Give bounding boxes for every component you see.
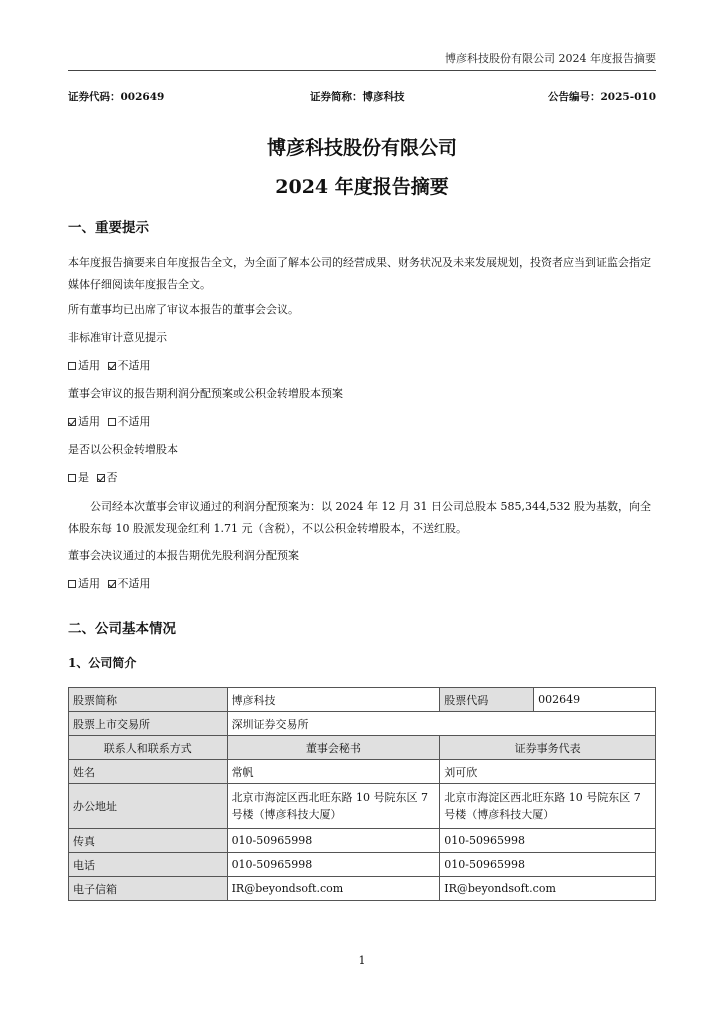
- table-cell-label: 姓名: [69, 760, 228, 784]
- table-cell-label: 办公地址: [69, 784, 228, 829]
- section-heading-company-info: 二、公司基本情况: [68, 621, 176, 637]
- table-cell: 010-50965998: [227, 829, 440, 853]
- option-label: 否: [106, 471, 118, 484]
- stock-abbreviation: 证券简称：博彦科技: [310, 91, 405, 103]
- table-cell: IR@beyondsoft.com: [227, 877, 440, 901]
- option-row-audit: [68, 355, 656, 377]
- table-row: [69, 712, 656, 736]
- option-label: 适用: [78, 415, 100, 428]
- option-row-profit: [68, 411, 656, 433]
- paragraph-profit-plan: 董事会审议的报告期利润分配预案或公积金转增股本预案: [68, 387, 343, 400]
- table-cell: 010-50965998: [440, 853, 656, 877]
- table-cell-label: 股票上市交易所: [69, 712, 228, 736]
- option-label: 适用: [78, 359, 100, 372]
- table-cell: 刘可欣: [440, 760, 656, 784]
- checkbox-applicable-checked: [68, 418, 76, 426]
- table-row: [69, 760, 656, 784]
- table-cell-label: 电话: [69, 853, 228, 877]
- table-cell: 深圳证券交易所: [227, 712, 655, 736]
- table-cell-label: 股票代码: [440, 688, 534, 712]
- option-label: 是: [78, 471, 89, 484]
- paragraph-intro: 本年度报告摘要来自年度报告全文，为全面了解本公司的经营成果、财务状况及未来发展规划，投资者应当到证监会指定媒体仔细阅读年度报告全文。: [68, 256, 651, 291]
- checkbox-no-checked: [97, 474, 105, 482]
- paragraph-capital-reserve: 是否以公积金转增股本: [68, 443, 178, 456]
- table-column-header: 证券事务代表: [440, 736, 656, 760]
- table-cell: 常帆: [227, 760, 440, 784]
- table-cell-label: 电子信箱: [69, 877, 228, 901]
- paragraph-audit-opinion: 非标准审计意见提示: [68, 331, 167, 344]
- table-cell: 博彦科技: [227, 688, 440, 712]
- checkbox-yes: [68, 474, 76, 482]
- table-row: [69, 736, 656, 760]
- table-row: [69, 853, 656, 877]
- stock-code: 证券代码：002649: [68, 91, 165, 103]
- option-label: 不适用: [117, 415, 151, 428]
- header-rule: [68, 70, 656, 71]
- table-row: [69, 784, 656, 829]
- subsection-company-profile: 1、公司简介: [68, 656, 137, 670]
- table-cell: 002649: [534, 688, 656, 712]
- table-cell: IR@beyondsoft.com: [440, 877, 656, 901]
- checkbox-not-applicable-checked: [108, 362, 116, 370]
- option-label: 不适用: [117, 577, 151, 590]
- paragraph-dividend: 公司经本次董事会审议通过的利润分配预案为：以 2024 年 12 月 31 日公司总股本 585,344,532 股为基数，向全体股东每 10 股派发现金红利 1.71 元（含税），不以公积金转增股本，不送红股。: [68, 500, 651, 535]
- table-row: [69, 688, 656, 712]
- table-cell: 010-50965998: [227, 853, 440, 877]
- table-cell-label: 传真: [69, 829, 228, 853]
- table-cell: 010-50965998: [440, 829, 656, 853]
- section-heading-important: 一、重要提示: [68, 220, 149, 236]
- company-info-table: [68, 687, 656, 901]
- table-cell-label: 股票简称: [69, 688, 228, 712]
- table-column-header: 董事会秘书: [227, 736, 440, 760]
- table-cell-label: 联系人和联系方式: [69, 736, 228, 760]
- option-label: 不适用: [117, 359, 151, 372]
- company-title: 博彦科技股份有限公司: [266, 137, 457, 159]
- checkbox-not-applicable: [108, 418, 116, 426]
- option-row-reserve: [68, 467, 656, 489]
- checkbox-applicable: [68, 362, 76, 370]
- table-row: [69, 877, 656, 901]
- paragraph-directors: 所有董事均已出席了审议本报告的董事会会议。: [68, 303, 299, 316]
- table-cell: 北京市海淀区西北旺东路 10 号院东区 7 号楼（博彦科技大厦）: [440, 784, 656, 829]
- table-cell: 北京市海淀区西北旺东路 10 号院东区 7 号楼（博彦科技大厦）: [227, 784, 440, 829]
- page-number: 1: [358, 954, 366, 967]
- running-header: 博彦科技股份有限公司 2024 年度报告摘要: [445, 52, 656, 65]
- option-row-preferred: [68, 573, 656, 595]
- table-row: [69, 829, 656, 853]
- notice-number: 公告编号：2025-010: [548, 91, 656, 103]
- meta-row: [68, 89, 656, 105]
- checkbox-not-applicable-checked: [108, 580, 116, 588]
- checkbox-applicable: [68, 580, 76, 588]
- paragraph-preferred-stock: 董事会决议通过的本报告期优先股利润分配预案: [68, 549, 299, 562]
- report-title: 2024 年度报告摘要: [275, 176, 449, 198]
- option-label: 适用: [78, 577, 100, 590]
